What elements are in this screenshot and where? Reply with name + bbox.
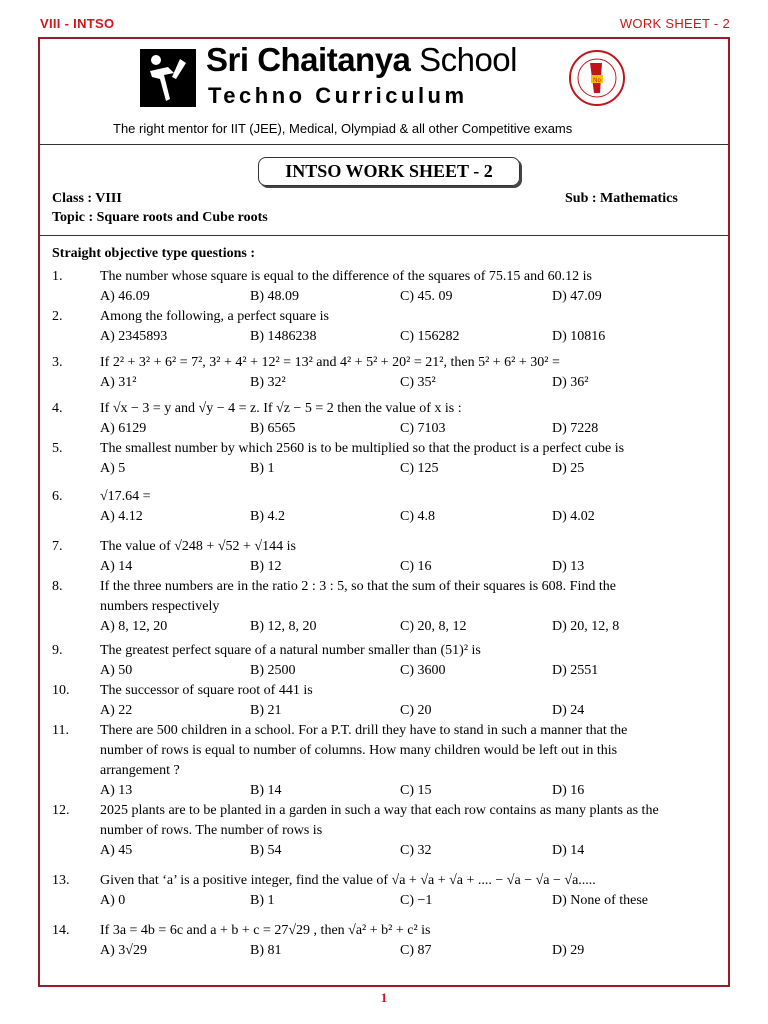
answer-option[interactable]: D) 7228: [552, 421, 599, 436]
school-tagline: The right mentor for IIT (JEE), Medical, Olympiad & all other Competitive exams: [113, 121, 573, 136]
answer-option[interactable]: B) 14: [250, 783, 282, 798]
answer-option[interactable]: D) 16: [552, 783, 585, 798]
answer-option[interactable]: A) 31²: [100, 375, 137, 390]
question-number: 9.: [52, 643, 63, 658]
answer-option[interactable]: D) 24: [552, 703, 585, 718]
answer-option[interactable]: C) 20: [400, 703, 432, 718]
question-number: 13.: [52, 873, 70, 888]
answer-option[interactable]: C) 35²: [400, 375, 436, 390]
answer-option[interactable]: A) 46.09: [100, 289, 150, 304]
question-text: If 2² + 3² + 6² = 7², 3² + 4² + 12² = 13² and 4² + 5² + 20² = 21², then 5² + 6² + 30² =: [100, 355, 560, 370]
answer-option[interactable]: A) 6129: [100, 421, 147, 436]
question-number: 12.: [52, 803, 70, 818]
question-text: √17.64 =: [100, 489, 151, 504]
answer-option[interactable]: D) 14: [552, 843, 585, 858]
worksheet-title: INTSO WORK SHEET - 2: [258, 157, 520, 186]
section-title: Straight objective type questions :: [52, 246, 255, 261]
subject-label: Sub : Mathematics: [565, 191, 678, 206]
school-brand: [113, 41, 640, 140]
answer-option[interactable]: C) 3600: [400, 663, 446, 678]
answer-option[interactable]: C) 32: [400, 843, 432, 858]
question-number: 1.: [52, 269, 63, 284]
answer-option[interactable]: D) 36²: [552, 375, 589, 390]
school-name-bold: Sri Chaitanya: [206, 41, 411, 78]
school-name-light: School: [419, 41, 517, 78]
question-number: 8.: [52, 579, 63, 594]
answer-option[interactable]: B) 6565: [250, 421, 296, 436]
answer-option[interactable]: B) 12: [250, 559, 282, 574]
question-number: 10.: [52, 683, 70, 698]
answer-option[interactable]: B) 48.09: [250, 289, 299, 304]
class-label: Class : VIII: [52, 191, 122, 206]
question-text: number of rows. The number of rows is: [100, 823, 323, 838]
answer-option[interactable]: A) 2345893: [100, 329, 168, 344]
header-class-tag: VIII - INTSO: [40, 16, 115, 31]
answer-option[interactable]: A) 8, 12, 20: [100, 619, 168, 634]
answer-option[interactable]: A) 14: [100, 559, 133, 574]
answer-option[interactable]: B) 54: [250, 843, 282, 858]
answer-option[interactable]: C) 45. 09: [400, 289, 453, 304]
answer-option[interactable]: C) −1: [400, 893, 433, 908]
question-text: numbers respectively: [100, 599, 220, 614]
question-number: 7.: [52, 539, 63, 554]
header-divider: [40, 144, 728, 145]
answer-option[interactable]: A) 45: [100, 843, 133, 858]
answer-option[interactable]: B) 1: [250, 461, 275, 476]
school-seal-icon: [568, 49, 626, 107]
answer-option[interactable]: C) 7103: [400, 421, 446, 436]
question-text: Given that ‘a’ is a positive integer, find the value of √a + √a + √a + .... − √a − √a − √a.....: [100, 873, 596, 888]
question-text: number of rows is equal to number of columns. How many children would be left out in this: [100, 743, 618, 758]
school-name: [206, 41, 517, 79]
answer-option[interactable]: C) 15: [400, 783, 432, 798]
answer-option[interactable]: A) 22: [100, 703, 133, 718]
answer-option[interactable]: B) 2500: [250, 663, 296, 678]
answer-option[interactable]: B) 12, 8, 20: [250, 619, 317, 634]
question-text: If the three numbers are in the ratio 2 : 3 : 5, so that the sum of their squares is 608. Find the: [100, 579, 616, 594]
question-text: 2025 plants are to be planted in a garden in such a way that each row contains as many plants as the: [100, 803, 659, 818]
answer-option[interactable]: D) 25: [552, 461, 585, 476]
question-text: The successor of square root of 441 is: [100, 683, 313, 698]
answer-option[interactable]: B) 81: [250, 943, 282, 958]
question-number: 2.: [52, 309, 63, 324]
answer-option[interactable]: A) 3√29: [100, 943, 147, 958]
page-frame: [38, 37, 730, 987]
question-text: If 3a = 4b = 6c and a + b + c = 27√29 , then √a² + b² + c² is: [100, 923, 431, 938]
answer-option[interactable]: B) 32²: [250, 375, 286, 390]
curriculum-name: Techno Curriculum: [208, 83, 468, 108]
answer-option[interactable]: D) 20, 12, 8: [552, 619, 620, 634]
seal-number-text: No: [593, 78, 601, 84]
answer-option[interactable]: A) 5: [100, 461, 126, 476]
answer-option[interactable]: B) 21: [250, 703, 282, 718]
answer-option[interactable]: D) 2551: [552, 663, 599, 678]
question-number: 5.: [52, 441, 63, 456]
answer-option[interactable]: D) 10816: [552, 329, 606, 344]
school-logo-icon: [140, 49, 196, 107]
answer-option[interactable]: A) 50: [100, 663, 133, 678]
answer-option[interactable]: C) 16: [400, 559, 432, 574]
question-text: The smallest number by which 2560 is to be multiplied so that the product is a perfect cube is: [100, 441, 625, 456]
answer-option[interactable]: D) 29: [552, 943, 585, 958]
page-number: 1: [380, 990, 388, 1005]
topic-label: Topic : Square roots and Cube roots: [52, 210, 268, 225]
question-text: If √x − 3 = y and √y − 4 = z. If √z − 5 = 2 then the value of x is :: [100, 401, 462, 416]
question-text: There are 500 children in a school. For a P.T. drill they have to stand in such a manner that the: [100, 723, 628, 738]
answer-option[interactable]: C) 125: [400, 461, 439, 476]
info-divider: [40, 235, 728, 236]
answer-option[interactable]: B) 4.2: [250, 509, 285, 524]
answer-option[interactable]: A) 4.12: [100, 509, 143, 524]
answer-option[interactable]: C) 87: [400, 943, 432, 958]
question-number: 3.: [52, 355, 63, 370]
answer-option[interactable]: C) 4.8: [400, 509, 435, 524]
answer-option[interactable]: C) 156282: [400, 329, 460, 344]
answer-option[interactable]: B) 1: [250, 893, 275, 908]
answer-option[interactable]: D) 4.02: [552, 509, 595, 524]
question-number: 6.: [52, 489, 63, 504]
answer-option[interactable]: D) 13: [552, 559, 585, 574]
answer-option[interactable]: C) 20, 8, 12: [400, 619, 467, 634]
answer-option[interactable]: A) 13: [100, 783, 133, 798]
question-text: The greatest perfect square of a natural number smaller than (51)² is: [100, 643, 481, 658]
header-worksheet-tag: WORK SHEET - 2: [619, 16, 730, 31]
answer-option[interactable]: B) 1486238: [250, 329, 317, 344]
answer-option[interactable]: A) 0: [100, 893, 126, 908]
question-number: 14.: [52, 923, 70, 938]
question-text: The number whose square is equal to the difference of the squares of 75.15 and 60.12 is: [100, 269, 592, 284]
question-text: The value of √248 + √52 + √144 is: [100, 539, 296, 554]
question-text: arrangement ?: [100, 763, 180, 778]
answer-option[interactable]: D) 47.09: [552, 289, 602, 304]
question-number: 11.: [52, 723, 69, 738]
question-text: Among the following, a perfect square is: [100, 309, 329, 324]
question-number: 4.: [52, 401, 63, 416]
answer-option[interactable]: D) None of these: [552, 893, 649, 908]
